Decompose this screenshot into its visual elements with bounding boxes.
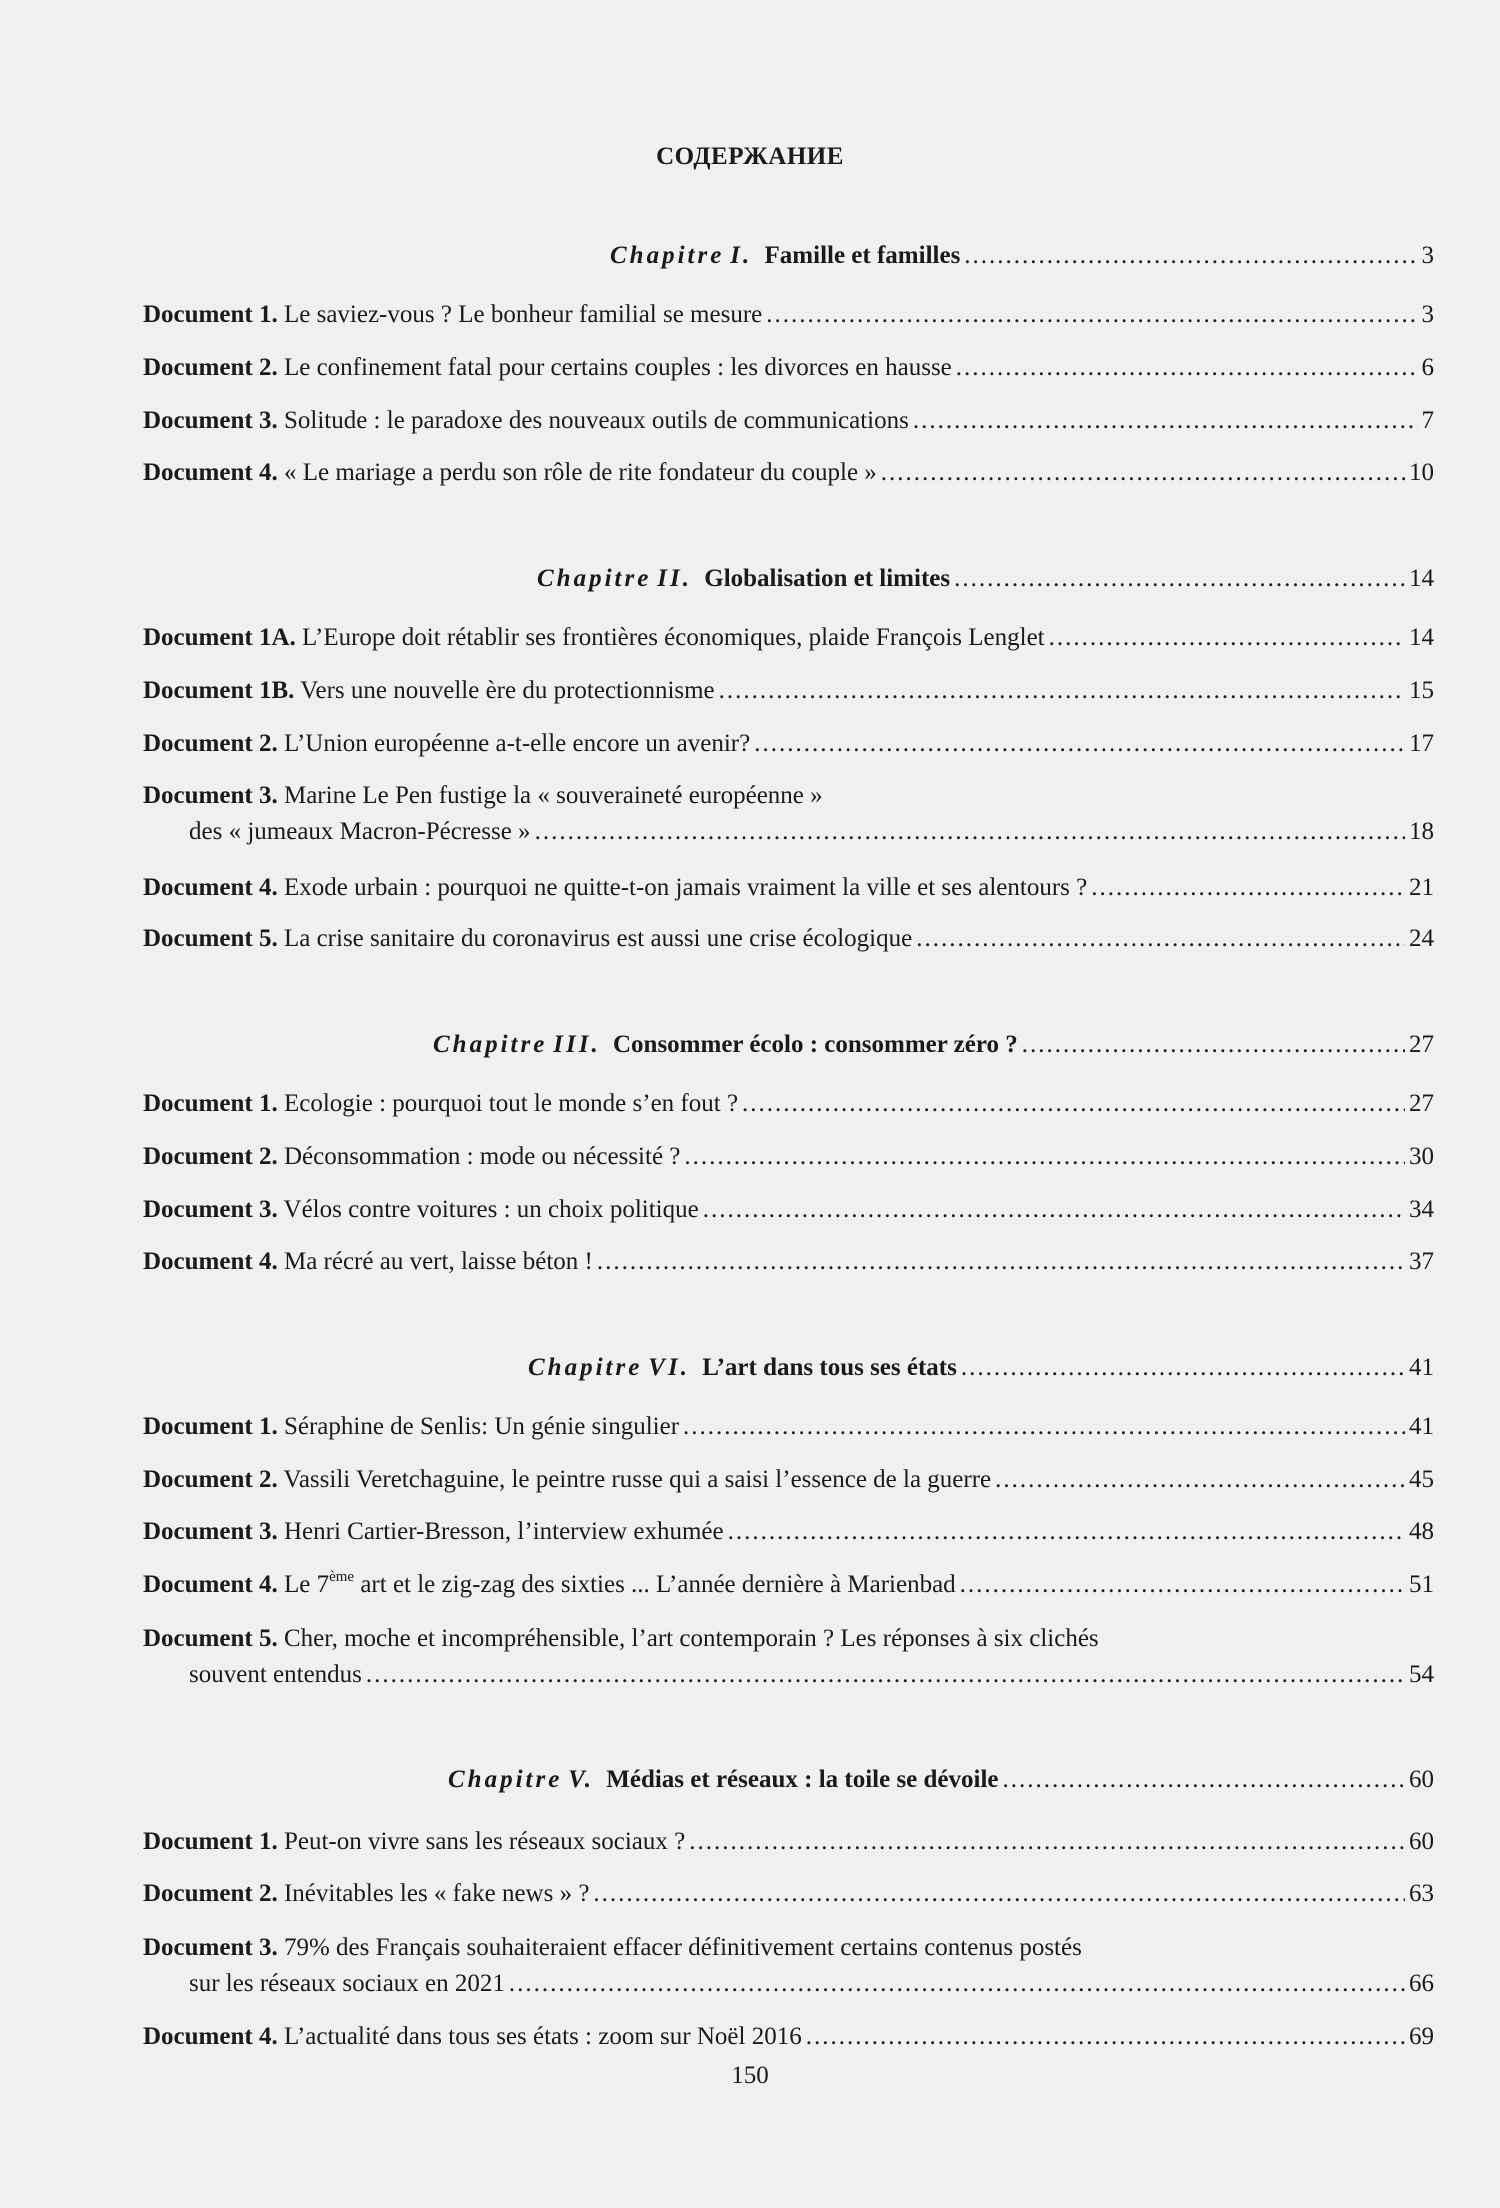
dot-leader xyxy=(509,1966,1405,2002)
document-title: L’Europe doit rétablir ses frontières économiques, plaide François Lenglet xyxy=(302,624,1045,651)
document-title-pre: Le 7 xyxy=(283,1571,330,1598)
document-label: Document 1A. xyxy=(143,624,296,651)
dot-leader xyxy=(806,2019,1405,2055)
dot-leader xyxy=(1003,1762,1405,1798)
document-label: Document 3. xyxy=(143,1518,278,1545)
chapter-title: Famille et familles xyxy=(764,242,961,269)
dot-leader xyxy=(535,814,1405,850)
document-title: Exode urbain : pourquoi ne quitte-t-on jamais vraiment la ville et ses alentours ? xyxy=(283,874,1088,901)
chapter-heading xyxy=(143,238,1434,274)
chapter-word: Chapitre xyxy=(433,1031,548,1058)
document-title: « Le mariage a perdu son rôle de rite fondateur du couple » xyxy=(283,459,877,486)
document-title: Inévitables les « fake news » ? xyxy=(283,1880,590,1907)
toc-entry xyxy=(143,673,1434,709)
document-title: L’actualité dans tous ses états : zoom sur Noël 2016 xyxy=(283,2023,802,2050)
document-label: Document 4. xyxy=(143,459,278,486)
document-title: Déconsommation : mode ou nécessité ? xyxy=(283,1143,681,1170)
document-title: Séraphine de Senlis: Un génie singulier xyxy=(283,1413,680,1440)
page-ref: 27 xyxy=(1409,1031,1434,1058)
dot-leader xyxy=(684,1139,1405,1175)
chapter-heading xyxy=(143,561,1434,597)
toc-entry xyxy=(143,1462,1434,1498)
document-label: Document 2. xyxy=(143,1143,278,1170)
document-label: Document 5. xyxy=(143,925,278,952)
dot-leader xyxy=(689,1824,1405,1860)
toc-entry xyxy=(143,620,1434,656)
dot-leader xyxy=(1091,870,1405,906)
chapter-number: V. xyxy=(568,1766,594,1793)
dot-leader xyxy=(964,238,1417,274)
document-title: L’Union européenne a-t-elle encore un avenir? xyxy=(283,730,751,757)
page-ref: 37 xyxy=(1409,1248,1434,1275)
page-ref: 45 xyxy=(1409,1466,1434,1493)
page-ref: 24 xyxy=(1409,925,1434,952)
document-title: Le saviez-vous ? Le bonheur familial se mesure xyxy=(283,301,763,328)
chapter-number: I. xyxy=(730,242,753,269)
page-ref: 41 xyxy=(1409,1413,1434,1440)
page-ref: 60 xyxy=(1409,1766,1434,1793)
page-ref: 30 xyxy=(1409,1143,1434,1170)
toc-entry xyxy=(143,403,1434,439)
document-title: Cher, moche et incompréhensible, l’art contemporain ? Les réponses à six clichés xyxy=(283,1625,1099,1652)
dot-leader xyxy=(597,1244,1405,1280)
page-ref: 15 xyxy=(1409,677,1434,704)
document-title: Vassili Veretchaguine, le peintre russe qui a saisi l’essence de la guerre xyxy=(283,1466,992,1493)
page-ref: 14 xyxy=(1409,565,1434,592)
document-label: Document 3. xyxy=(143,407,278,434)
page-ref: 48 xyxy=(1409,1518,1434,1545)
document-label: Document 4. xyxy=(143,874,278,901)
dot-leader xyxy=(954,561,1405,597)
chapter-title: Médias et réseaux : la toile se dévoile xyxy=(606,1766,999,1793)
toc-entry xyxy=(143,1192,1434,1228)
toc-entry xyxy=(143,1876,1434,1912)
page-ref: 69 xyxy=(1409,2023,1434,2050)
page-number: 150 xyxy=(731,2062,769,2089)
page-ref: 17 xyxy=(1409,730,1434,757)
toc-entry xyxy=(143,1086,1434,1122)
toc-entry xyxy=(143,921,1434,957)
toc-entry xyxy=(143,1514,1434,1550)
document-title-continued: sur les réseaux sociaux en 2021 xyxy=(189,1970,505,1997)
superscript: ème xyxy=(329,1568,355,1585)
document-title: Peut-on vivre sans les réseaux sociaux ? xyxy=(283,1828,686,1855)
document-title: Vers une nouvelle ère du protectionnisme xyxy=(300,677,715,704)
page-ref: 63 xyxy=(1409,1880,1434,1907)
page-ref: 60 xyxy=(1409,1828,1434,1855)
toc-entry xyxy=(143,1930,1434,2002)
dot-leader xyxy=(754,726,1405,762)
chapter-heading xyxy=(143,1027,1434,1063)
dot-leader xyxy=(1049,620,1405,656)
chapter-heading xyxy=(143,1350,1434,1386)
page-ref: 21 xyxy=(1409,874,1434,901)
dot-leader xyxy=(766,297,1417,333)
document-title-continued: des « jumeaux Macron-Pécresse » xyxy=(189,818,531,845)
chapter-word: Chapitre xyxy=(537,565,652,592)
document-title: La crise sanitaire du coronavirus est aussi une crise écologique xyxy=(283,925,913,952)
chapter-number: II. xyxy=(657,565,693,592)
toc-entry xyxy=(143,2019,1434,2055)
document-label: Document 5. xyxy=(143,1625,278,1652)
dot-leader xyxy=(1022,1027,1405,1063)
page-ref: 7 xyxy=(1421,407,1434,434)
document-label: Document 1B. xyxy=(143,677,295,704)
document-label: Document 1. xyxy=(143,1413,278,1440)
document-label: Document 2. xyxy=(143,1466,278,1493)
document-title: Solitude : le paradoxe des nouveaux outils de communications xyxy=(283,407,909,434)
document-title: Le confinement fatal pour certains couples : les divorces en hausse xyxy=(283,354,952,381)
toc-entry xyxy=(143,350,1434,386)
dot-leader xyxy=(703,1192,1405,1228)
document-title: Vélos contre voitures : un choix politique xyxy=(283,1196,699,1223)
page-ref: 18 xyxy=(1409,818,1434,845)
chapter-title: Globalisation et limites xyxy=(704,565,951,592)
page-title: СОДЕРЖАНИЕ xyxy=(656,143,844,170)
dot-leader xyxy=(960,1567,1405,1603)
dot-leader xyxy=(683,1409,1405,1445)
document-label: Document 3. xyxy=(143,1934,278,1961)
document-label: Document 2. xyxy=(143,730,278,757)
chapter-title: Consommer écolo : consommer zéro ? xyxy=(612,1031,1018,1058)
toc-entry xyxy=(143,1621,1434,1693)
dot-leader xyxy=(742,1086,1405,1122)
toc-entry xyxy=(143,455,1434,491)
toc-entry xyxy=(143,1567,1434,1603)
page-ref: 3 xyxy=(1421,242,1434,269)
toc-entry xyxy=(143,870,1434,906)
toc-entry xyxy=(143,1409,1434,1445)
dot-leader xyxy=(366,1657,1405,1693)
dot-leader xyxy=(728,1514,1405,1550)
chapter-word: Chapitre xyxy=(448,1766,563,1793)
document-label: Document 2. xyxy=(143,354,278,381)
dot-leader xyxy=(995,1462,1405,1498)
document-title: 79% des Français souhaiteraient effacer définitivement certains contenus postés xyxy=(283,1934,1082,1961)
page-ref: 41 xyxy=(1409,1354,1434,1381)
document-label: Document 1. xyxy=(143,301,278,328)
chapter-number: III. xyxy=(553,1031,601,1058)
document-label: Document 4. xyxy=(143,1571,278,1598)
page-ref: 3 xyxy=(1421,301,1434,328)
page-ref: 66 xyxy=(1409,1970,1434,1997)
dot-leader xyxy=(916,921,1405,957)
page-ref: 10 xyxy=(1409,459,1434,486)
dot-leader xyxy=(719,673,1405,709)
chapter-word: Chapitre xyxy=(528,1354,643,1381)
document-title: art et le zig-zag des sixties ... L’année dernière à Marienbad xyxy=(354,1571,956,1598)
chapter-heading xyxy=(143,1762,1434,1798)
toc-entry xyxy=(143,1244,1434,1280)
document-title: Marine Le Pen fustige la « souveraineté européenne » xyxy=(283,782,823,809)
toc-entry xyxy=(143,1139,1434,1175)
document-label: Document 3. xyxy=(143,1196,278,1223)
document-label: Document 1. xyxy=(143,1090,278,1117)
dot-leader xyxy=(961,1350,1405,1386)
toc-entry xyxy=(143,1824,1434,1860)
chapter-number: VI. xyxy=(648,1354,690,1381)
document-title: Henri Cartier-Bresson, l’interview exhumée xyxy=(283,1518,724,1545)
page-ref: 34 xyxy=(1409,1196,1434,1223)
toc-entry xyxy=(143,297,1434,333)
document-label: Document 4. xyxy=(143,1248,278,1275)
chapter-word: Chapitre xyxy=(610,242,725,269)
toc-entry xyxy=(143,778,1434,850)
toc-entry xyxy=(143,726,1434,762)
dot-leader xyxy=(956,350,1418,386)
page-ref: 51 xyxy=(1409,1571,1434,1598)
page-ref: 6 xyxy=(1421,354,1434,381)
document-label: Document 4. xyxy=(143,2023,278,2050)
page-ref: 14 xyxy=(1409,624,1434,651)
document-label: Document 2. xyxy=(143,1880,278,1907)
dot-leader xyxy=(913,403,1418,439)
chapter-title: L’art dans tous ses états xyxy=(702,1354,957,1381)
document-title-continued: souvent entendus xyxy=(189,1661,362,1688)
dot-leader xyxy=(881,455,1405,491)
document-title: Ma récré au vert, laisse béton ! xyxy=(283,1248,593,1275)
document-label: Document 3. xyxy=(143,782,278,809)
page-ref: 54 xyxy=(1409,1661,1434,1688)
page-ref: 27 xyxy=(1409,1090,1434,1117)
document-title: Ecologie : pourquoi tout le monde s’en fout ? xyxy=(283,1090,739,1117)
document-label: Document 1. xyxy=(143,1828,278,1855)
dot-leader xyxy=(593,1876,1405,1912)
